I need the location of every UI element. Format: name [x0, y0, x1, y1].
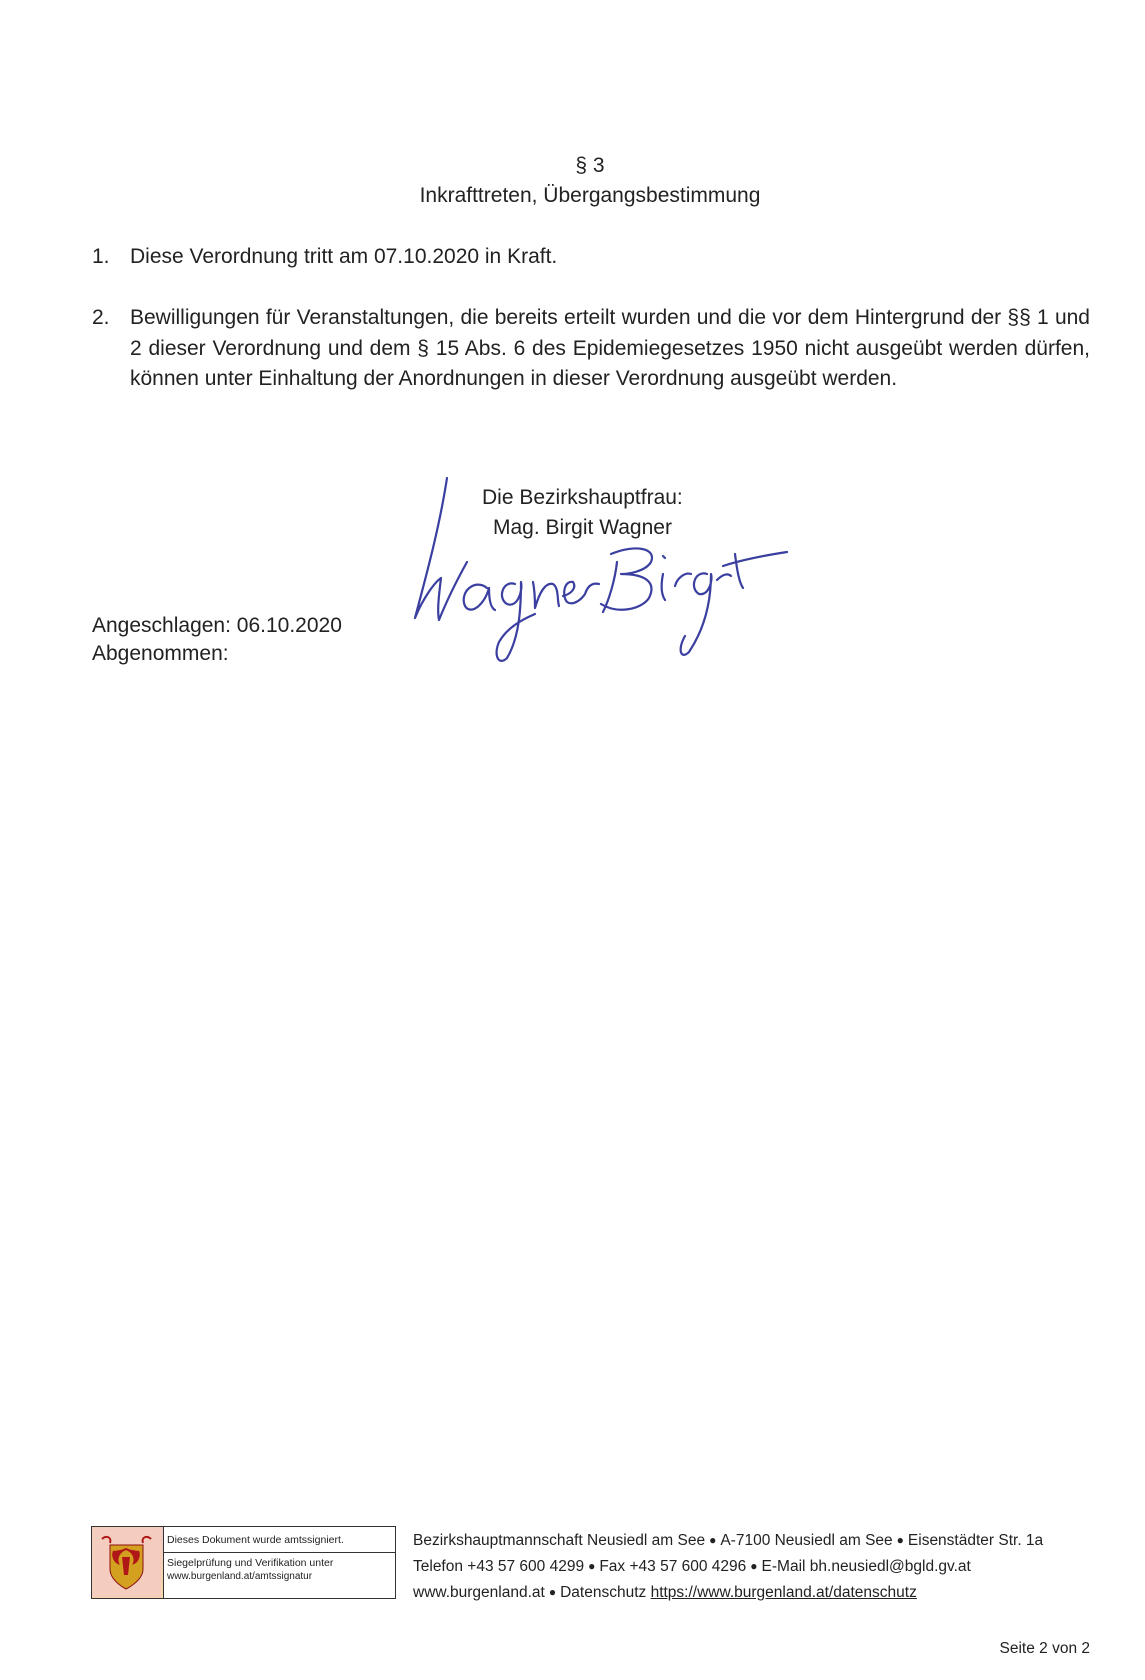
bullet-icon: ●	[588, 1559, 596, 1573]
seal-text	[164, 1527, 395, 1598]
burgenland-coat-of-arms-icon	[92, 1527, 164, 1598]
footer-street: Eisenstädter Str. 1a	[907, 1532, 1044, 1549]
seal-line-signed: Dieses Dokument wurde amtssigniert.	[164, 1527, 395, 1553]
footer-line-address	[413, 1528, 1043, 1554]
list-item-text: Diese Verordnung tritt am 07.10.2020 in Kraft.	[130, 245, 558, 268]
signatory-name: Mag. Birgit Wagner	[493, 516, 672, 539]
footer-email[interactable]: E-Mail bh.neusiedl@bgld.gv.at	[761, 1558, 971, 1575]
removed-date: Abgenommen:	[92, 642, 229, 665]
coat-of-arms-graphic	[92, 1527, 161, 1597]
list-item-number: 2.	[92, 306, 110, 329]
footer-fax: Fax +43 57 600 4296	[599, 1558, 747, 1575]
footer-line-web	[413, 1580, 1043, 1606]
footer-authority: Bezirkshauptmannschaft Neusiedl am See	[413, 1532, 706, 1549]
list-item-text: Bewilligungen für Veranstaltungen, die bereits erteilt wurden und die vor dem Hintergrund der §§ 1 und 2 dieser Verordnung und dem § 15 Abs. 6 des Epidemiegesetzes 1950 nicht ausgeübt werden dürfen, können unter Einhaltung der Anordnungen in dieser Verordnung ausgeübt werden.	[130, 306, 1090, 390]
footer-phone: Telefon +43 57 600 4299	[413, 1558, 585, 1575]
privacy-link[interactable]: https://www.burgenland.at/datenschutz	[650, 1584, 917, 1601]
seal-verification-link[interactable]: www.burgenland.at/amtssignatur	[167, 1571, 313, 1582]
section-number: § 3	[575, 154, 605, 177]
seal-line-verification: Siegelprüfung und Verifikation unter	[167, 1557, 334, 1569]
footer-postal: A-7100 Neusiedl am See	[720, 1532, 893, 1549]
footer-privacy-label: Datenschutz	[560, 1584, 647, 1601]
signatory-role: Die Bezirkshauptfrau:	[482, 486, 683, 509]
bullet-icon: ●	[896, 1533, 904, 1547]
posted-date: Angeschlagen: 06.10.2020	[92, 614, 342, 637]
footer-contact-info	[413, 1528, 1043, 1606]
section-title: Inkrafttreten, Übergangsbestimmung	[419, 184, 761, 207]
bullet-icon: ●	[750, 1559, 758, 1573]
list-item-number: 1.	[92, 245, 110, 268]
footer-website[interactable]: www.burgenland.at	[413, 1584, 545, 1601]
page-number: Seite 2 von 2	[999, 1640, 1090, 1657]
bullet-icon: ●	[709, 1533, 717, 1547]
bullet-icon: ●	[548, 1585, 557, 1599]
list-item	[92, 242, 1090, 273]
footer-line-contact	[413, 1554, 1043, 1580]
list-item	[92, 303, 1090, 395]
handwritten-signature	[395, 470, 795, 670]
official-signature-seal	[91, 1526, 396, 1599]
